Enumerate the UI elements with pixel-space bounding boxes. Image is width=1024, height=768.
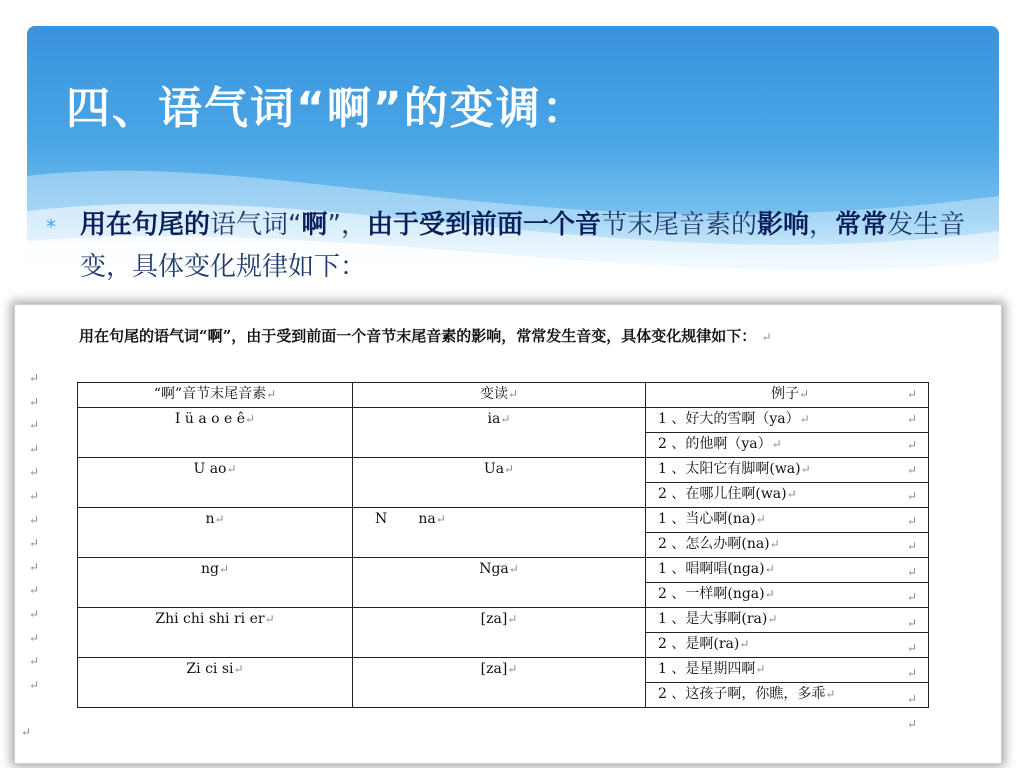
paragraph-mark-icon: ↵	[29, 441, 40, 456]
reading-cell: Nga↵	[353, 558, 646, 608]
example-cell: 1 、好大的雪啊（ya）↵	[646, 408, 929, 433]
reading-cell: ia↵	[353, 408, 646, 458]
bullet-segment: 语气词“	[210, 210, 302, 240]
paragraph-mark-icon: ↵	[761, 330, 772, 344]
paragraph-mark-icon: ↵	[29, 394, 40, 409]
variation-table	[77, 382, 929, 708]
paragraph-mark-icon: ↵	[907, 717, 918, 732]
paragraph-mark-icon: ↵	[907, 539, 918, 554]
paragraph-mark-icon: ↵	[29, 371, 40, 385]
table-row	[78, 558, 929, 583]
reading-cell: Ua↵	[353, 458, 646, 508]
bullet-star-icon: *	[46, 215, 56, 239]
paragraph-mark-icon: ↵	[29, 465, 40, 480]
paragraph-mark-icon: ↵	[29, 677, 40, 692]
example-cell: 1 、是星期四啊↵	[646, 658, 929, 683]
paragraph-mark-icon: ↵	[29, 654, 40, 669]
paragraph-mark-icon: ↵	[29, 559, 40, 574]
bullet-segment: 常常	[835, 210, 888, 240]
reading-cell: N na↵	[353, 508, 646, 558]
ending-cell: U ao↵	[78, 458, 353, 508]
left-paragraph-marks	[29, 371, 45, 701]
intro-text: 用在句尾的语气词“啊”，由于受到前面一个音节末尾音素的影响，常常发生音变，具体变化规律如下：	[79, 327, 757, 345]
table-body	[78, 408, 929, 708]
example-cell: 2 、在哪儿住啊(wa)↵	[646, 483, 929, 508]
bullet-segment: 用在句尾的	[80, 210, 211, 240]
paragraph-mark-icon: ↵	[907, 463, 918, 478]
example-cell: 2 、一样啊(nga)↵	[646, 583, 929, 608]
bullet-segment: 由于受到前面一个音	[367, 210, 602, 240]
paragraph-mark-icon: ↵	[907, 666, 918, 681]
bullet-segment: 影响	[757, 210, 810, 240]
right-paragraph-marks	[907, 382, 923, 737]
paragraph-mark-icon: ↵	[29, 418, 40, 433]
bullet-segment: ，	[809, 210, 836, 240]
document-screenshot	[14, 304, 1002, 764]
bullet-text	[46, 204, 976, 288]
paragraph-mark-icon: ↵	[907, 564, 918, 579]
ending-cell: I ü a o e ê↵	[78, 408, 353, 458]
example-cell: 1 、太阳它有脚啊(wa)↵	[646, 458, 929, 483]
paragraph-mark-icon: ↵	[907, 412, 918, 427]
ending-cell: ng↵	[78, 558, 353, 608]
example-cell: 1 、唱啊唱(nga)↵	[646, 558, 929, 583]
example-cell: 2 、的他啊（ya）↵	[646, 433, 929, 458]
bullet-segment: 啊	[301, 210, 328, 240]
example-cell: 2 、这孩子啊，你瞧，多乖↵	[646, 683, 929, 708]
ending-cell: Zhi chi shi ri er↵	[78, 608, 353, 658]
example-cell: 1 、是大事啊(ra)↵	[646, 608, 929, 633]
document-intro	[27, 323, 997, 350]
paragraph-mark-icon: ↵	[907, 640, 918, 655]
header-ending: “啊”音节末尾音素↵	[78, 383, 353, 408]
paragraph-mark-icon: ↵	[907, 615, 918, 630]
paragraph-mark-icon: ↵	[29, 630, 40, 645]
paragraph-mark-icon: ↵	[907, 513, 918, 528]
bullet-segment: 节末尾音素的	[601, 210, 758, 240]
table-row	[78, 458, 929, 483]
example-cell: 2 、怎么办啊(na)↵	[646, 533, 929, 558]
paragraph-mark-icon: ↵	[907, 488, 918, 503]
slide-title: 四、语气词“啊”的变调：	[66, 83, 588, 134]
bullet-segment: 发生音变，具体变化规律如下：	[80, 210, 966, 282]
table-row	[78, 408, 929, 433]
paragraph-mark-icon: ↵	[29, 488, 40, 503]
paragraph-mark-icon: ↵	[29, 512, 40, 527]
paragraph-mark-icon: ↵	[907, 387, 918, 401]
bullet-segment: ”，	[327, 210, 367, 240]
example-cell: 2 、是啊(ra)↵	[646, 633, 929, 658]
example-cell: 1 、当心啊(na)↵	[646, 508, 929, 533]
reading-cell: [za]↵	[353, 608, 646, 658]
paragraph-mark-icon: ↵	[907, 590, 918, 605]
ending-cell: n↵	[78, 508, 353, 558]
paragraph-mark-icon: ↵	[29, 536, 40, 551]
paragraph-mark-icon: ↵	[907, 691, 918, 706]
header-reading: 变读↵	[353, 383, 646, 408]
paragraph-mark-icon: ↵	[907, 437, 918, 452]
table-row	[78, 658, 929, 683]
paragraph-mark-icon: ↵	[29, 583, 40, 598]
header-examples: 例子↵	[646, 383, 929, 408]
end-paragraph-mark-icon: ↵	[21, 725, 32, 739]
table-header-row	[78, 383, 929, 408]
bullet-paragraph	[46, 204, 976, 288]
reading-cell: [za]↵	[353, 658, 646, 708]
paragraph-mark-icon: ↵	[29, 606, 40, 621]
ending-cell: Zi ci si↵	[78, 658, 353, 708]
table-row	[78, 508, 929, 533]
table-row	[78, 608, 929, 633]
